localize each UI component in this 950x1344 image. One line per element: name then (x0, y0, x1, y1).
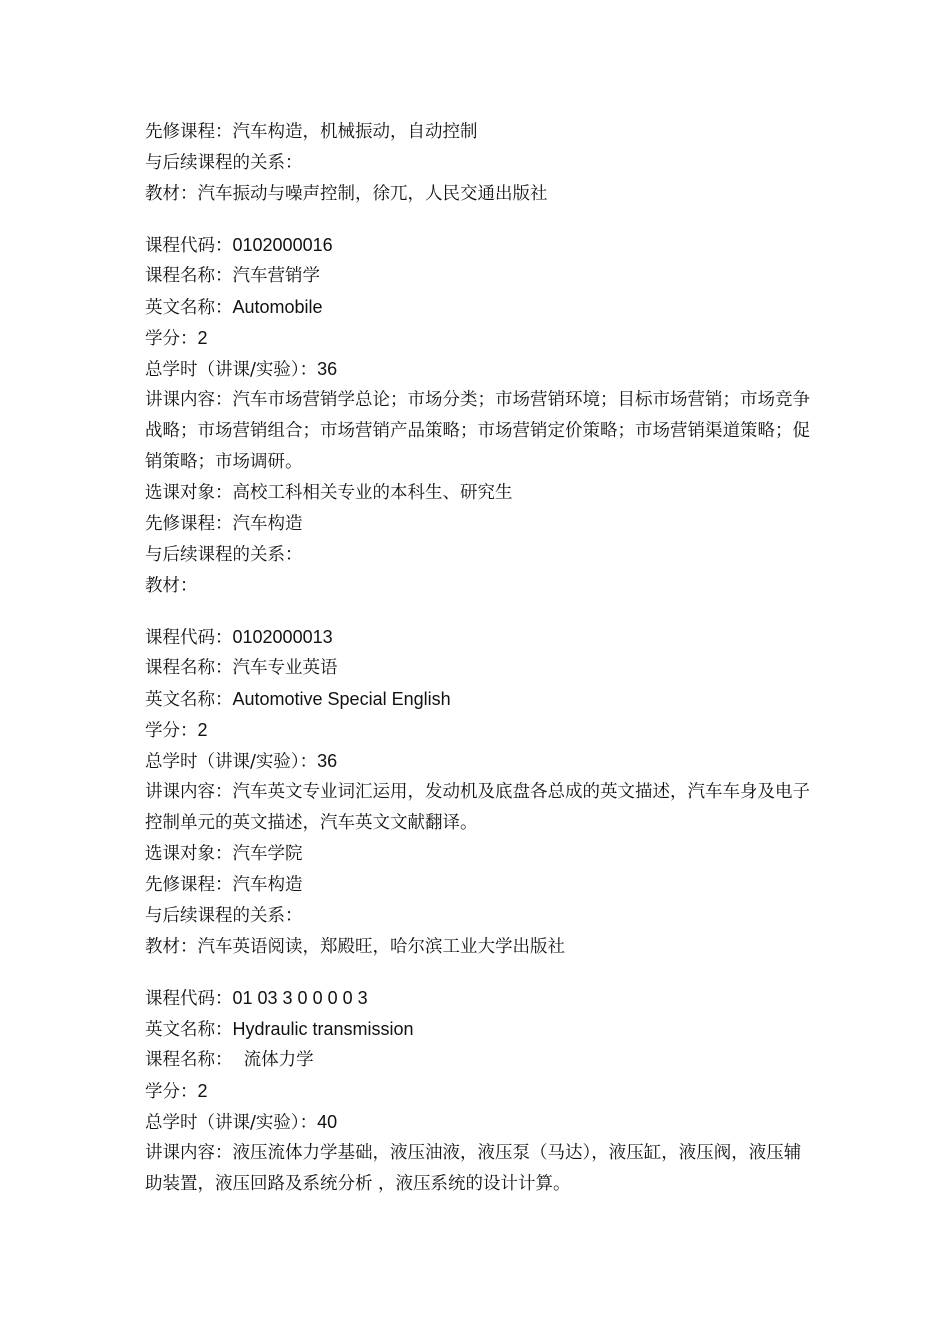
intro-textbook: 教材：汽车振动与噪声控制，徐兀，人民交通出版社 (145, 184, 548, 204)
course-prereq: 先修课程：汽车构造 (145, 514, 303, 534)
english-name-label: 英文名称： (145, 298, 233, 318)
course-code-label: 课程代码： (145, 628, 233, 648)
credit-value: 2 (197, 720, 208, 740)
course-code-value: 0102000016 (232, 235, 333, 255)
course-relation: 与后续课程的关系： (145, 545, 303, 565)
course-content: 讲课内容：汽车英文专业词汇运用，发动机及底盘各总成的英文描述，汽车车身及电子控制单元的英文描述，汽车英文文献翻译。 (145, 782, 810, 833)
course-textbook: 教材： (145, 576, 198, 596)
hours-label: 总学时（讲课/实验）： (145, 360, 318, 380)
intro-prereq: 先修课程：汽车构造，机械振动，自动控制 (145, 122, 478, 142)
course-textbook: 教材：汽车英语阅读，郑殿旺，哈尔滨工业大学出版社 (145, 937, 565, 957)
course-code (145, 622, 815, 653)
english-name-label: 英文名称： (145, 1020, 233, 1040)
course-code-value: 0102000013 (232, 627, 333, 647)
course-block-1 (145, 230, 815, 602)
course-prereq: 先修课程：汽车构造 (145, 875, 303, 895)
course-name: 课程名称：汽车营销学 (145, 266, 320, 286)
english-name-label: 英文名称： (145, 690, 233, 710)
credit-value: 2 (197, 328, 208, 348)
course-block-3 (145, 983, 815, 1200)
course-code-label: 课程代码： (145, 989, 233, 1009)
course-english-name (145, 292, 815, 323)
course-code-label: 课程代码： (145, 236, 233, 256)
course-credit (145, 715, 815, 746)
course-content: 讲课内容：液压流体力学基础，液压油液，液压泵（马达），液压缸，液压阀，液压辅助装置，液压回路及系统分析 ，液压系统的设计计算。 (145, 1143, 802, 1194)
credit-label: 学分： (145, 1082, 198, 1102)
hours-value: 40 (317, 1112, 338, 1132)
course-name: 课程名称：汽车专业英语 (145, 658, 338, 678)
course-hours (145, 1107, 815, 1138)
course-english-name (145, 684, 815, 715)
course-credit (145, 1076, 815, 1107)
hours-value: 36 (317, 359, 338, 379)
course-name: 课程名称： 流体力学 (145, 1050, 314, 1070)
course-block-2 (145, 622, 815, 963)
hours-value: 36 (317, 751, 338, 771)
intro-relation: 与后续课程的关系： (145, 153, 303, 173)
course-code-value: 01 03 3 0 0 0 0 3 (232, 988, 368, 1008)
document-page (145, 117, 815, 1200)
credit-value: 2 (197, 1081, 208, 1101)
credit-label: 学分： (145, 329, 198, 349)
course-code (145, 230, 815, 261)
course-code (145, 983, 815, 1014)
course-target: 选课对象：汽车学院 (145, 844, 303, 864)
course-credit (145, 323, 815, 354)
hours-label: 总学时（讲课/实验）： (145, 1113, 318, 1133)
english-name-value: Automotive Special English (232, 689, 451, 709)
english-name-value: Hydraulic transmission (232, 1019, 414, 1039)
course-relation: 与后续课程的关系： (145, 906, 303, 926)
hours-label: 总学时（讲课/实验）： (145, 752, 318, 772)
credit-label: 学分： (145, 721, 198, 741)
course-content: 讲课内容：汽车市场营销学总论；市场分类；市场营销环境；目标市场营销；市场竞争战略；市场营销组合；市场营销产品策略；市场营销定价策略；市场营销渠道策略；促销策略；市场调研。 (145, 390, 810, 472)
course-hours (145, 354, 815, 385)
course-english-name (145, 1014, 815, 1045)
course-target: 选课对象：高校工科相关专业的本科生、研究生 (145, 483, 513, 503)
course-hours (145, 746, 815, 777)
english-name-value: Automobile (232, 297, 323, 317)
